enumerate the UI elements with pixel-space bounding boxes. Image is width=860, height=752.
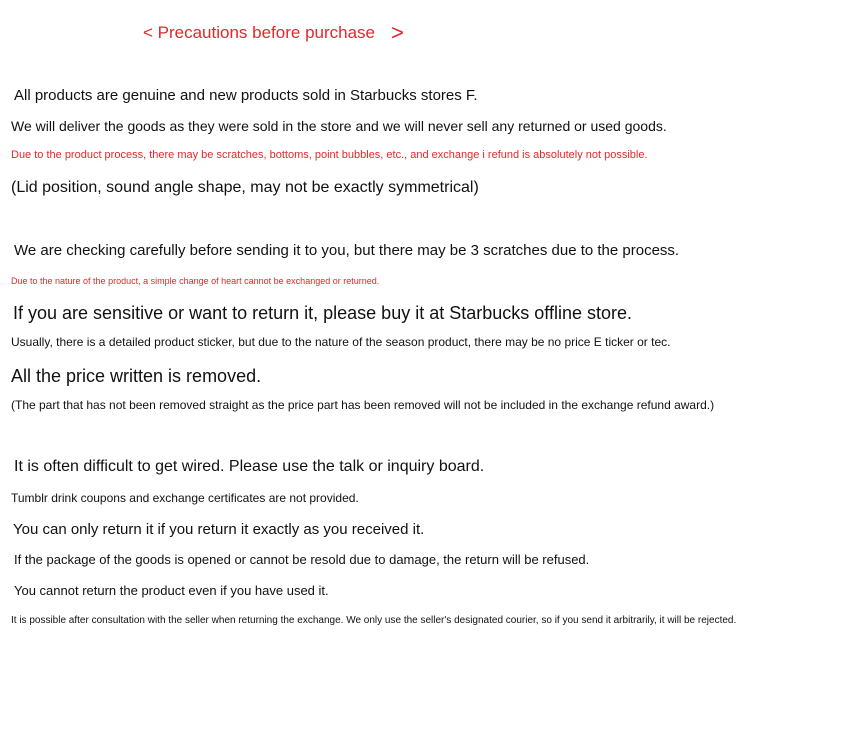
next-arrow-icon[interactable]: >: [391, 20, 404, 45]
notice-inquiry-board: It is often difficult to get wired. Please use the talk or inquiry board.: [14, 458, 485, 475]
notice-price-removed: All the price written is removed.: [11, 366, 262, 386]
notice-product-sticker: Usually, there is a detailed product sticker, but due to the nature of the season product, there may be no price E ticker or tec.: [11, 335, 671, 349]
page-title[interactable]: < Precautions before purchase: [143, 23, 376, 42]
notice-delivery-policy: We will deliver the goods as they were sold in the store and we will never sell any returned or used goods.: [11, 118, 667, 134]
notice-lid-position: (Lid position, sound angle shape, may not be exactly symmetrical): [11, 179, 479, 196]
notice-return-exactly: You can only return it if you return it exactly as you received it.: [13, 521, 425, 538]
notice-no-coupons: Tumblr drink coupons and exchange certificates are not provided.: [11, 491, 359, 505]
notice-package-opened: If the package of the goods is opened or cannot be resold due to damage, the return will be refused.: [14, 552, 590, 567]
notice-no-change-of-heart: Due to the nature of the product, a simple change of heart cannot be exchanged or returned.: [11, 276, 380, 286]
notice-checking-carefully: We are checking carefully before sending it to you, but there may be 3 scratches due to the process.: [14, 242, 680, 259]
notice-scratches-warning: Due to the product process, there may be scratches, bottoms, point bubbles, etc., and exchange i refund is absolutely not possible.: [11, 149, 648, 161]
notice-genuine-products: All products are genuine and new products sold in Starbucks stores F.: [14, 87, 478, 104]
notice-price-part: (The part that has not been removed straight as the price part has been removed will not be included in the exchange refund award.): [11, 398, 715, 412]
notice-used-product: You cannot return the product even if you have used it.: [14, 583, 329, 598]
notice-buy-offline: If you are sensitive or want to return it, please buy it at Starbucks offline store.: [13, 303, 632, 323]
notice-designated-courier: It is possible after consultation with the seller when returning the exchange. We only use the seller's designated courier, so if you send it arbitrarily, it will be rejected.: [11, 615, 737, 626]
page-header: [143, 20, 404, 46]
